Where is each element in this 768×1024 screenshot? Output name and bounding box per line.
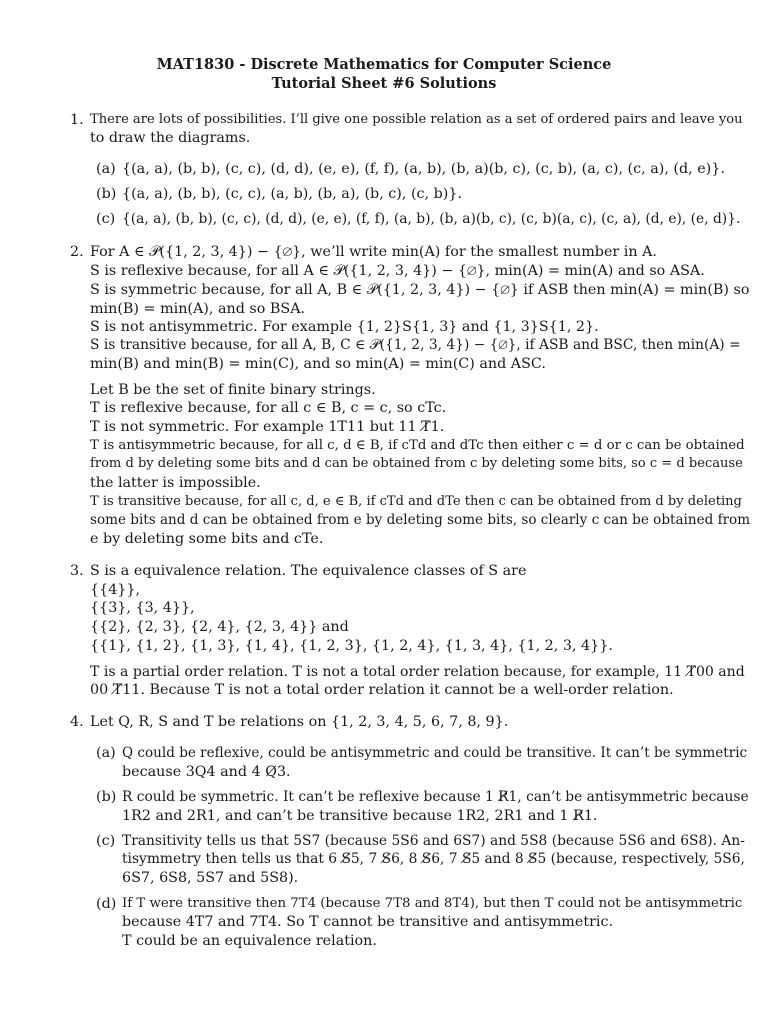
question-2-text-line: min(B) = min(A), and so BSA. [90, 301, 306, 317]
question-2-text-line: min(B) and min(B) = min(C), and so min(A) = min(C) and ASC. [90, 356, 546, 372]
question-4a-text-line: because 3Q4 and 4 Q̸3. [122, 764, 291, 780]
question-4d-label: (d) [96, 896, 117, 912]
document-subtitle: Tutorial Sheet #6 Solutions [271, 75, 497, 92]
question-2-text-line: Let B be the set of finite binary strings. [90, 382, 376, 398]
question-4c-text-line: Transitivity tells us that 5S7 (because 5S6 and 6S7) and 5S8 (because 5S6 and 6S8). An- [122, 833, 745, 849]
question-2-number: 2. [70, 244, 84, 260]
question-4d-text-line: If T were transitive then 7T4 (because 7T8 and 8T4), but then T could not be antisymmetric [122, 896, 743, 911]
question-2-text-line: S is transitive because, for all A, B, C ∈ 𝒫({1, 2, 3, 4}) − {∅}, if ASB and BSC, then min(A) = [90, 337, 741, 353]
question-2-text-line: from d by deleting some bits and d can be obtained from c by deleting some bits, so c = d because [90, 456, 743, 471]
question-3-number: 3. [70, 563, 84, 579]
question-2-text-line: T is transitive because, for all c, d, e ∈ B, if cTd and dTe then c can be obtained from d by deleting [90, 494, 742, 509]
question-3-text-line: {{3}, {3, 4}}, [90, 600, 195, 616]
question-1-intro-line-2: to draw the diagrams. [90, 130, 251, 146]
question-2-text-line: e by deleting some bits and cTe. [90, 531, 324, 547]
document-title: MAT1830 - Discrete Mathematics for Computer Science [156, 56, 612, 73]
question-1c-label: (c) [96, 211, 116, 227]
question-1-intro-line-1: There are lots of possibilities. I’ll give one possible relation as a set of ordered pairs and leave you [90, 112, 743, 127]
question-4a-label: (a) [96, 745, 116, 761]
question-1b-text: {(a, a), (b, b), (c, c), (a, b), (b, a), (b, c), (c, b)}. [122, 186, 463, 202]
question-2-text-line: the latter is impossible. [90, 475, 261, 491]
question-3-text-line: {{2}, {2, 3}, {2, 4}, {2, 3, 4}} and [90, 619, 349, 635]
question-3-text-line: T is a partial order relation. T is not a total order relation because, for example, 11 T̸00 and [90, 664, 745, 680]
question-2-text-line: T is antisymmetric because, for all c, d ∈ B, if cTd and dTc then either c = d or c can be obtained [90, 438, 745, 453]
question-1-number: 1. [70, 112, 84, 128]
question-4c-text-line: 6S7, 6S8, 5S7 and 5S8). [122, 870, 299, 886]
question-3-text-line: {{4}}, [90, 582, 141, 598]
question-2-text-line: T is not symmetric. For example 1T11 but 11 T̸1. [90, 419, 445, 435]
question-2-text-line: T is reflexive because, for all c ∈ B, c = c, so cTc. [90, 400, 447, 416]
question-4d-text-line: because 4T7 and 7T4. So T cannot be transitive and antisymmetric. [122, 914, 614, 930]
question-4d-text-line: T could be an equivalence relation. [122, 933, 377, 949]
question-2-text-line: For A ∈ 𝒫({1, 2, 3, 4}) − {∅}, we’ll write min(A) for the smallest number in A. [90, 244, 657, 260]
question-4c-label: (c) [96, 833, 116, 849]
question-2-text-line: S is symmetric because, for all A, B ∈ 𝒫({1, 2, 3, 4}) − {∅} if ASB then min(A) = min(B) so [90, 282, 750, 298]
question-1a-text: {(a, a), (b, b), (c, c), (d, d), (e, e), (f, f), (a, b), (b, a)(b, c), (c, b), (a, c), (c, a), (d, e)}. [122, 161, 725, 177]
question-4b-text-line: 1R2 and 2R1, and can’t be transitive because 1R2, 2R1 and 1 R̸1. [122, 808, 598, 824]
question-4-number: 4. [70, 714, 84, 730]
question-4-intro: Let Q, R, S and T be relations on {1, 2, 3, 4, 5, 6, 7, 8, 9}. [90, 714, 509, 730]
question-4a-text-line: Q could be reflexive, could be antisymmetric and could be transitive. It can’t be symmetric [122, 745, 748, 761]
question-4c-text-line: tisymmetry then tells us that 6 S̸5, 7 S̸6, 8 S̸6, 7 S̸5 and 8 S̸5 (because, respectively, 5S6, [122, 851, 745, 867]
question-3-text-line: S is a equivalence relation. The equivalence classes of S are [90, 563, 527, 579]
question-2-text-line: S is reflexive because, for all A ∈ 𝒫({1, 2, 3, 4}) − {∅}, min(A) = min(A) and so ASA. [90, 263, 705, 279]
question-1a-label: (a) [96, 161, 116, 177]
question-2-text-line: S is not antisymmetric. For example {1, 2}S{1, 3} and {1, 3}S{1, 2}. [90, 319, 599, 335]
question-1b-label: (b) [96, 186, 117, 202]
question-3-text-line: 00 T̸11. Because T is not a total order relation it cannot be a well-order relation. [90, 682, 674, 698]
question-1c-text: {(a, a), (b, b), (c, c), (d, d), (e, e), (f, f), (a, b), (b, a)(b, c), (c, b)(a, c), (c, a), (d, e), (e, d)}. [122, 211, 741, 227]
question-4b-label: (b) [96, 789, 117, 805]
question-3-text-line: {{1}, {1, 2}, {1, 3}, {1, 4}, {1, 2, 3}, {1, 2, 4}, {1, 3, 4}, {1, 2, 3, 4}}. [90, 638, 613, 654]
question-4b-text-line: R could be symmetric. It can’t be reflexive because 1 R̸1, can’t be antisymmetric because [122, 789, 749, 805]
question-2-text-line: some bits and d can be obtained from e by deleting some bits, so clearly c can be obtained from [90, 512, 751, 528]
